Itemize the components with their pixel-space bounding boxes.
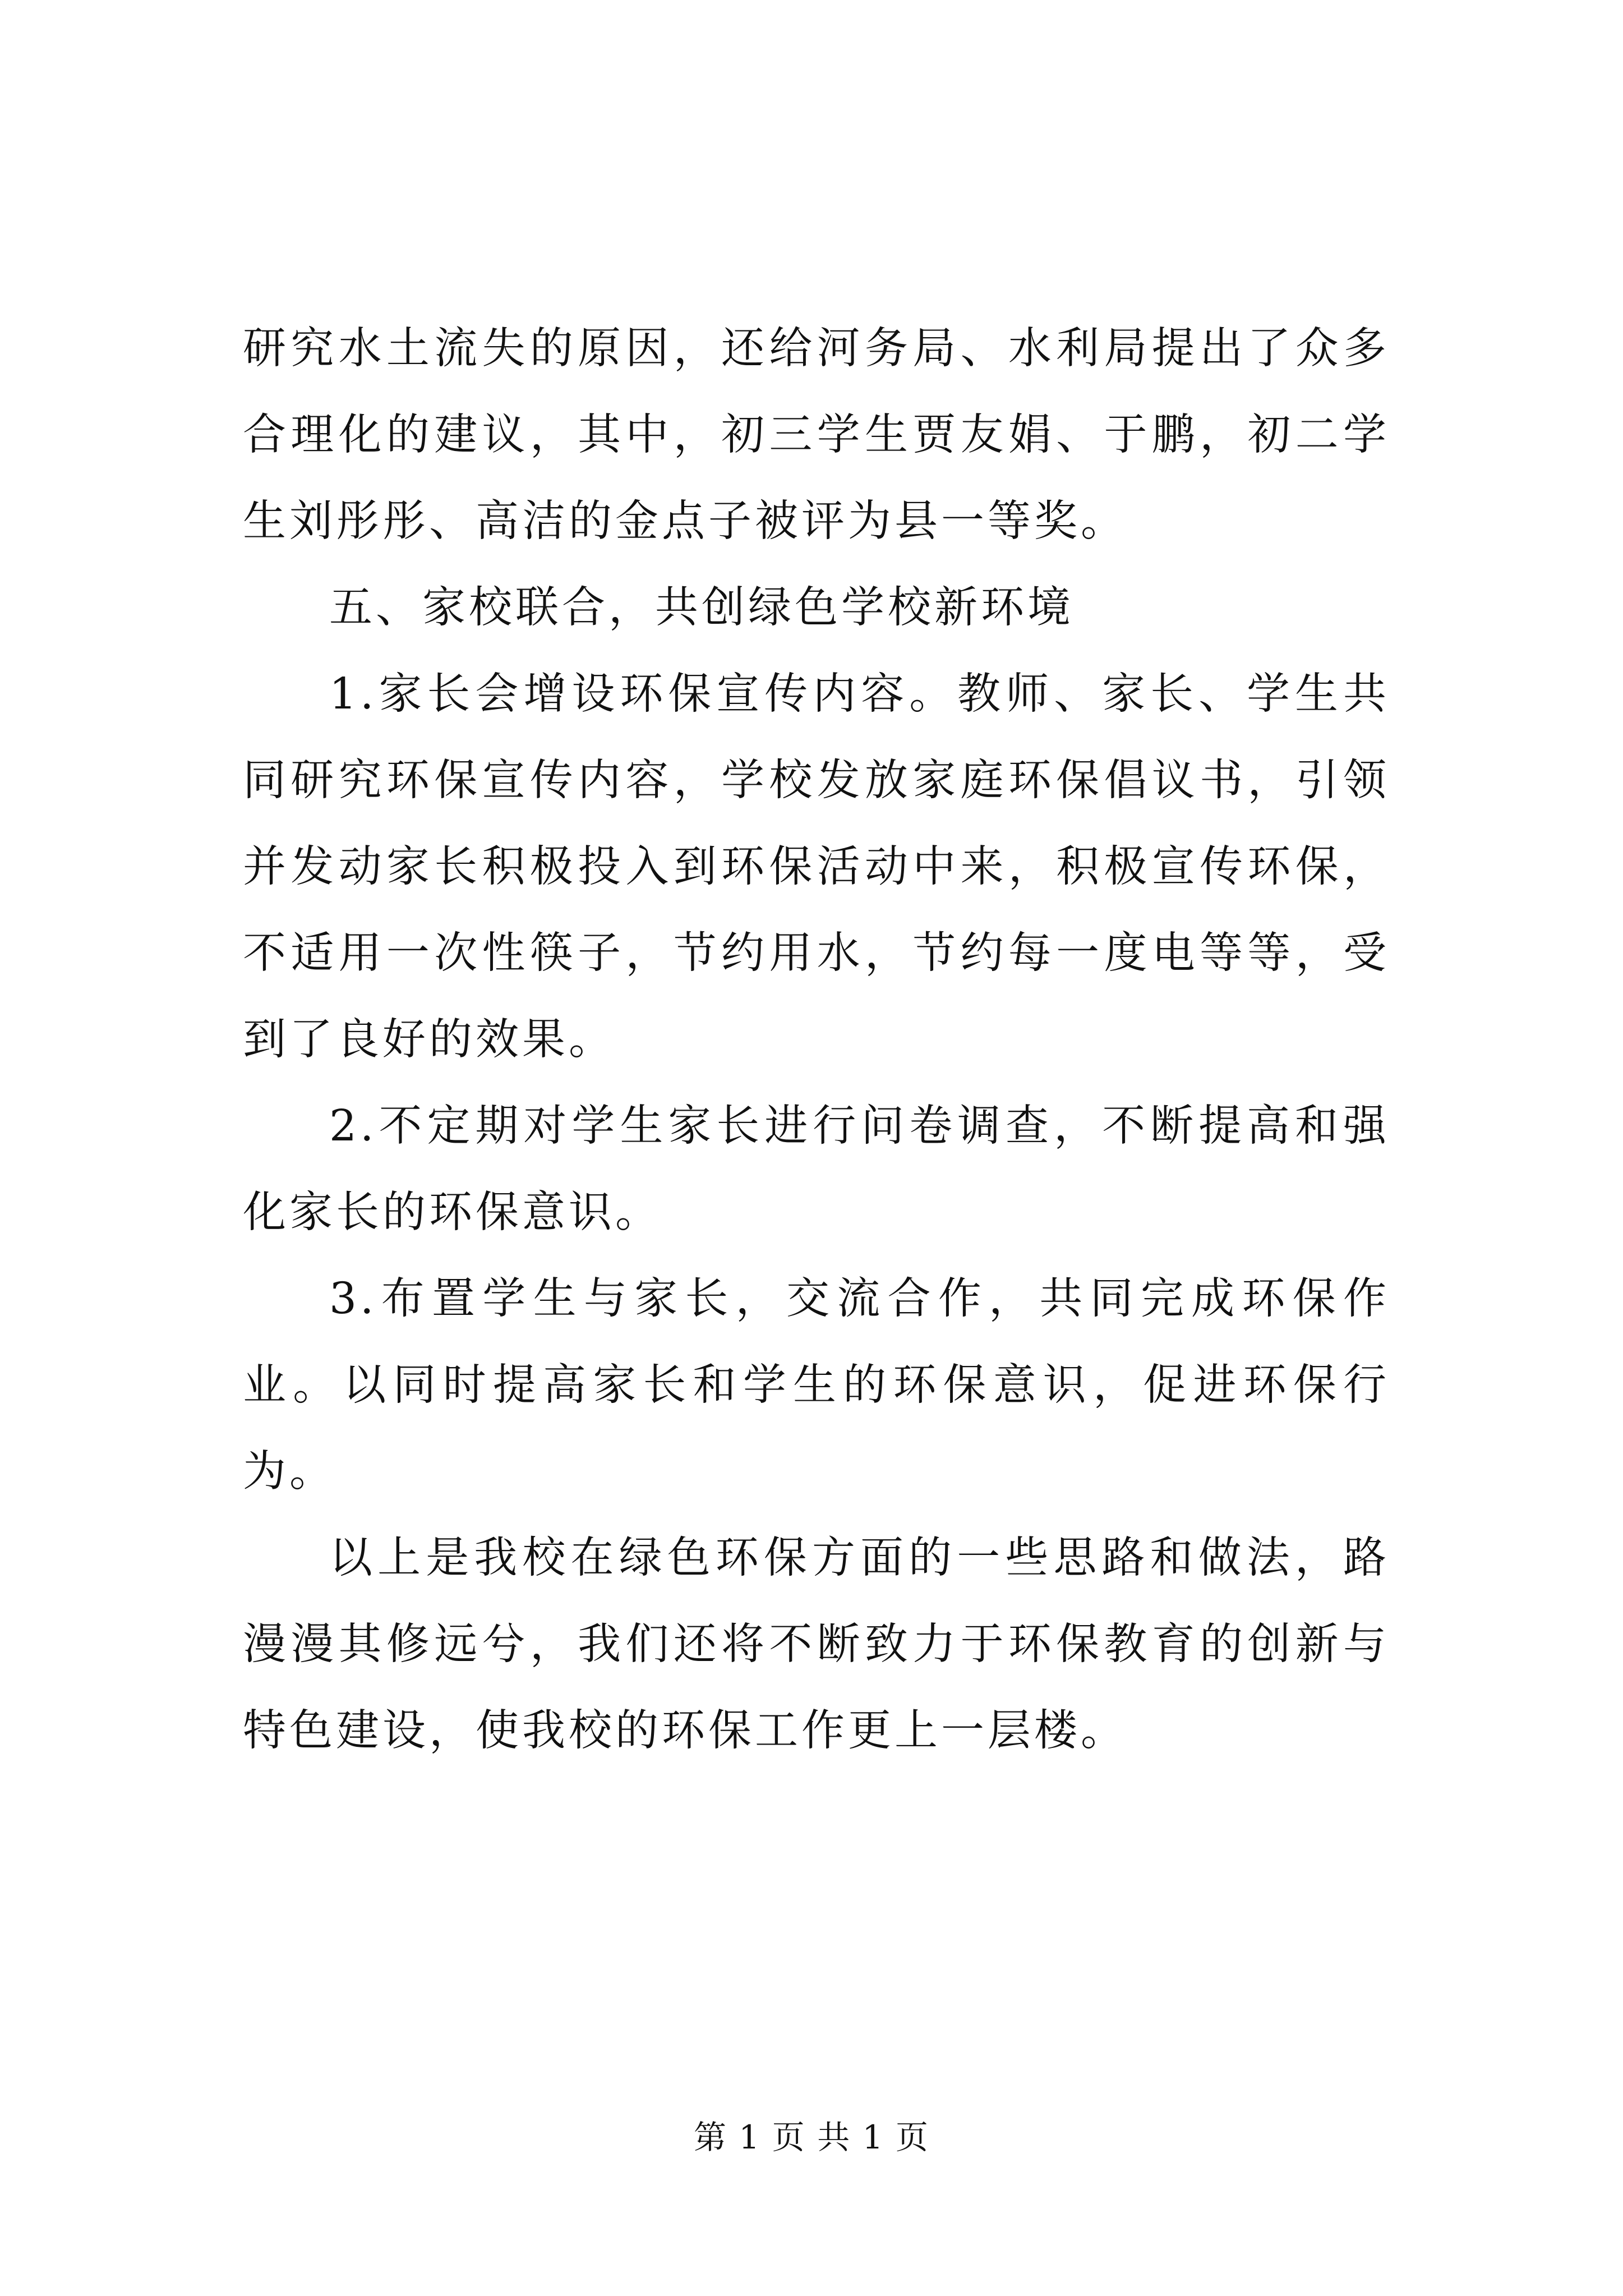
paragraph-continuation: 研究水土流失的原因，还给河务局、水利局提出了众多合理化的建议，其中，初三学生贾友娟、于鹏，初二学生刘彤彤、高洁的金点子被评为县一等奖。 [243,324,1390,546]
document-body [243,306,1390,1774]
paragraph-conclusion: 以上是我校在绿色环保方面的一些思路和做法，路漫漫其修远兮，我们还将不断致力于环保教育的创新与特色建设，使我校的环保工作更上一层楼。 [243,1533,1390,1756]
section-heading: 五、家校联合，共创绿色学校新环境 [329,583,1074,633]
paragraph-item-3: 3.布置学生与家长，交流合作，共同完成环保作业。以同时提高家长和学生的环保意识，促进环保行为。 [243,1274,1390,1497]
paragraph-item-1: 1.家长会增设环保宣传内容。教师、家长、学生共同研究环保宣传内容，学校发放家庭环保倡议书，引领并发动家长积极投入到环保活动中来，积极宣传环保，不适用一次性筷子，节约用水，节约每一度电等等，受到了良好的效果。 [243,669,1390,1065]
paragraph-item-2: 2.不定期对学生家长进行问卷调查，不断提高和强化家长的环保意识。 [243,1101,1390,1237]
page-number-footer: 第 1 页 共 1 页 [694,2118,929,2156]
